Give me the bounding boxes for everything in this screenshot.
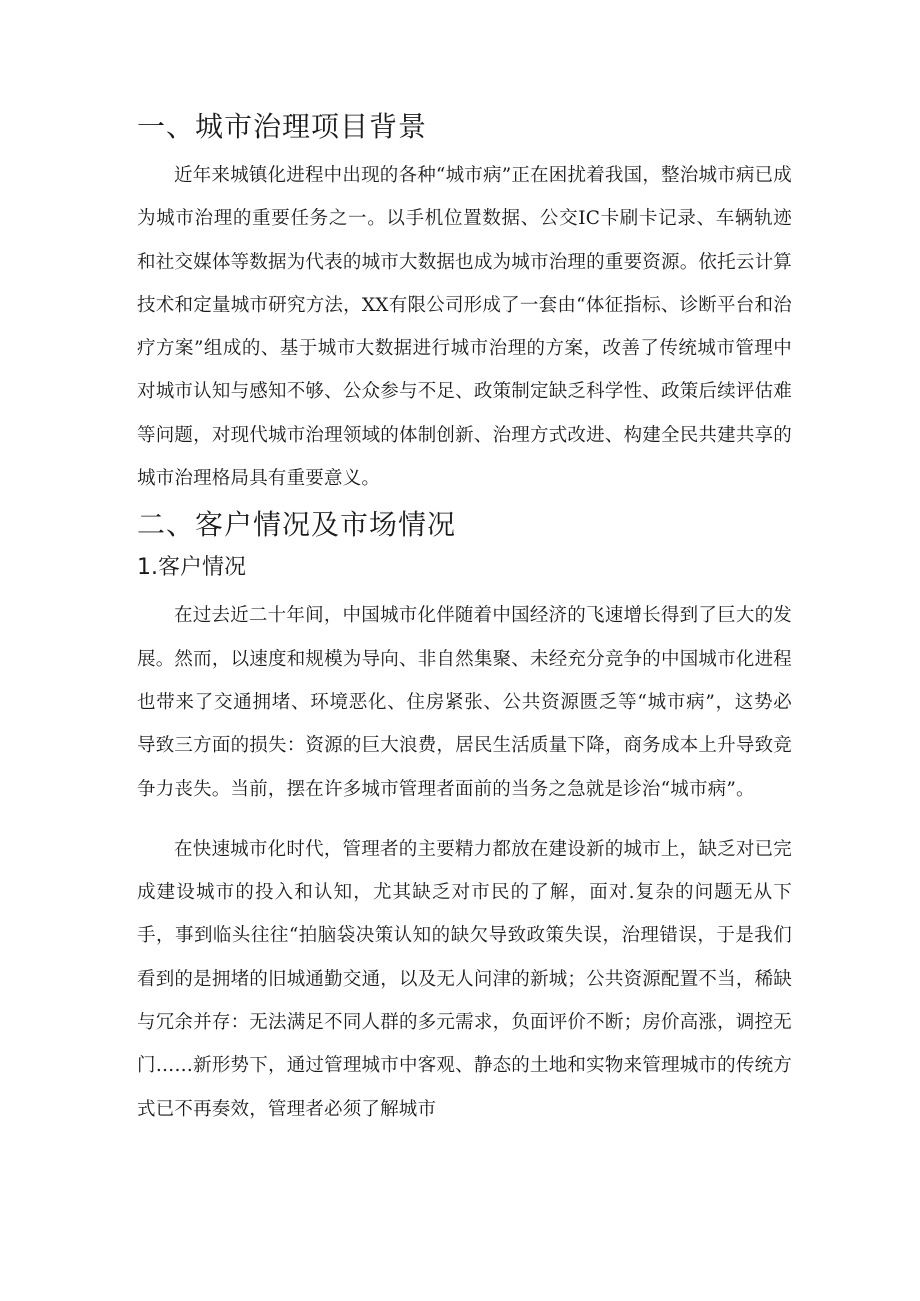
customer-paragraph-2: 在快速城市化时代，管理者的主要精力都放在建设新的城市上，缺乏对已完成建设城市的投入和认知，尤其缺乏对市民的了解，面对.复杂的问题无从下手，事到临头往往“拍脑袋决策认知的缺欠导致政策失误，治理错误，于是我们看到的是拥堵的旧城通勤交通，以及无人问津的新城；公共资源配置不当，稀缺与冗余并存：无法满足不同人群的多元需求，负面评价不断；房价高涨，调控无门……新形势下，通过管理城市中客观、静态的土地和实物来管理城市的传统方式已不再奏效，管理者必须了解城市 xyxy=(137,838,792,1120)
document-body xyxy=(137,104,792,1131)
section-heading-customer-market: 二、客户情况及市场情况 xyxy=(137,508,457,542)
section-heading-background: 一、城市治理项目背景 xyxy=(137,110,428,143)
customer-paragraph-1: 在过去近二十年间，中国城市化伴随着中国经济的飞速增长得到了巨大的发展。然而，以速度和规模为导向、非自然集聚、未经充分竞争的中国城市化进程也带来了交通拥堵、环境恶化、住房紧张、公共资源匮乏等“城市病”，这势必导致三方面的损失：资源的巨大浪费，居民生活质量下降，商务成本上升导致竞争力丧失。当前，摆在许多城市管理者面前的当务之急就是诊治“城市病”。 xyxy=(137,605,792,800)
background-paragraph: 近年来城镇化进程中出现的各种“城市病”正在困扰着我国，整治城市病已成为城市治理的重要任务之一。以手机位置数据、公交IC卡刷卡记录、车辆轨迹和社交媒体等数据为代表的城市大数据也成为城市治理的重要资源。依托云计算技术和定量城市研究方法，XX有限公司形成了一套由“体征指标、诊断平台和治疗方案”组成的、基于城市大数据进行城市治理的方案，改善了传统城市管理中对城市认知与感知不够、公众参与不足、政策制定缺乏科学性、政策后续评估难等问题，对现代城市治理领域的体制创新、治理方式改进、构建全民共建共享的城市治理格局具有重要意义。 xyxy=(137,165,792,490)
subheading-customer-situation: 1.客户情况 xyxy=(137,555,246,581)
